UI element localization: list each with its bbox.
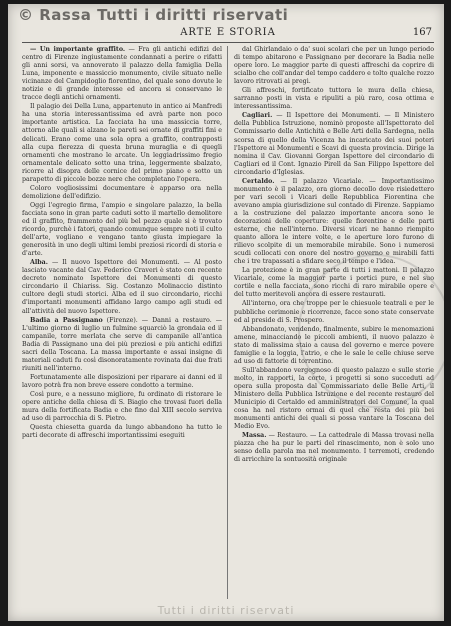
paragraph-text: All'interno, ora che troppe per le chiesuole teatrali e per le pubbliche cerimonie e ricorrenze, facce sono state conservate ed al preside di S. Prospero. [234, 300, 434, 324]
paragraph [22, 185, 222, 201]
newspaper-page [8, 4, 444, 621]
paragraph [22, 259, 222, 315]
paragraph [234, 112, 434, 176]
section-lead: Alba. [30, 259, 48, 267]
paragraph-text: Il palagio dei Della Luna, appartenuto in antico ai Manfredi ha una storia interessantissima ed avrà parte non poco importante artistica. La facciata ha una massiccia torre, attorno alle quali si alzano le pareti sei ornate di graffiti fini e delicati. Erano come una sola opra a graffito, contrapposti alla cupa fierezza di questa bruna muraglia e di quegli ornamenti che mostrano le arcate. Un leggiadrissimo fregio ornamentale delicato sotto una trina, leggermente sbalzato, ricorre al disopra delle cornice del primo piano e sotto un parapetto di piccole bozze nere che completano l'opera. [22, 103, 222, 183]
section-lead: Cagliari. [242, 112, 273, 120]
paragraph [234, 178, 434, 267]
paragraph-text: Fortunatamente alle disposizioni per riparare ai danni ed il lavoro potrà fra non breve essere condotto a termine. [22, 373, 222, 389]
paragraph-text: Oggi l'egregio firma, l'ampio e singolare palazzo, la bella facciata sono in gran parte caduti sotto il martello demolitore ed il graffito, frammento del più bel pezzo quale si è trovato ricordo, purchè i fatori, quando comunque sempre noti il culto dell'arte, vogliano e vengano tanto giusta impiegare la generosità in uno degli ultimi lembi preziosi ricordi di storia e d'arte. [22, 201, 222, 258]
paragraph-text: dal Ghirlandaio o da' suoi scolari che per un lungo periodo di tempo abitarono e Passignano per decorare la Badia nelle opere loro. Le maggior parte di questi affreschi da coprire di scialbo che coll'andar del tempo caddero e tolto qualche rozzo lavoro ritrovati ai pregi. [234, 46, 434, 86]
paragraph [22, 424, 222, 440]
watermark-top: © Rassa Tutti i diritti riservati [18, 6, 289, 24]
paragraph-text: — Fra gli antichi edifizi del centro di Firenze ingiustamente condannati a perire o rifatti gli anni sorsi, va annoverato il palazzo della famiglia Della Luna, imponente e massiccio monumento, civile situato nelle vicinanze del Campidoglio fiorentino, del quale sono dovute le notizie e di grande interesse ed ancora si conservano le tracce degli antichi ornamenti. [22, 46, 222, 102]
library-stamp [298, 254, 444, 408]
paragraph [22, 46, 222, 102]
paragraph-text: Coloro vogliosissimi documentare è apparso ora nella demolizione dell'edifizio. [22, 184, 222, 200]
paragraph [22, 391, 222, 423]
section-lead: Badia a Passignano [30, 316, 103, 324]
section-lead: — Un importante graffito. [30, 46, 126, 53]
paragraph [234, 46, 434, 86]
paragraph [234, 432, 434, 464]
watermark-bottom: Tutti i diritti riservati [157, 604, 295, 617]
section-lead: Certaldo. [242, 177, 275, 185]
paragraph-text: (Firenze). — Danni a restauro. — L'ultimo giorno di luglio un fulmine squarciò la grondaia ed il campanile, torre merlata che serve di campanile all'antica Badia di Passignano una dei più preziosi e più antichi edifizi sacri della Toscana. La massa importante e assai insigne di materiali caduti fu così disonoratamente rovinata dai due frati riuniti nell'interno. [22, 316, 222, 372]
paragraph-text: — Restauro. — La cattedrale di Massa trovasi nella piazza che ha pur le parti del rinascimento, non è solo uno senso della parola ma nel monumento. I terremoti, credendo di arricchire la sontuosità originale [234, 432, 434, 464]
paragraph [234, 87, 434, 111]
page-header [22, 26, 434, 43]
paragraph [22, 202, 222, 258]
paragraph-text: Gli affreschi, fortificato tuttora le mura della chiesa, sarranno posti in vista e ripuliti a più raro, cosa ottima e interessantissima. [234, 87, 434, 111]
section-lead: Massa. [242, 432, 267, 440]
paragraph-text: Abbandonato, vendendo, finalmente, subire le menomazioni amene, minacciando le piccoli ambienti, il nuovo palazzo è stato di malissima staio a causa del governo e merce povere famiglie e la loggia, l'atrio, e che le sale le celle chiuse serve ad uso di fattorie di torrentino. [234, 325, 434, 365]
paragraph-text: Questa chiesetta guarda da lungo abbandono ha tutto le parti decorate di affreschi importantissimi eseguiti [22, 424, 222, 440]
paragraph-text: La protezione è in gran parte di tutti i mattoni. Il palazzo Vicariale, come la maggior parte i portici pure, e nel suo cortile e nella facciata, sono ricchi di raro mirabile opere e del tutto meritevoli ancora di essere restaurati. [234, 267, 434, 299]
paragraph [22, 374, 222, 390]
page-number: 167 [412, 27, 432, 38]
paragraph-text: Così pure, e a nessuno migliore, fu ordinato di ristorare le opere antiche della chiesa di S. Biagio che trovasi fuori della mura della fortificata Badia e che fino dal XIII secolo serviva ad uso di parrocchia di S. Pietro. [22, 390, 222, 423]
paragraph-text: — Il Ispettore dei Monumenti. — Il Ministero della Pubblica Istruzione, nominò proposte all'Ispettorato del Commissario delle Antichità e Belle Arti della Sardegna, nella scorsa di quello della Vicenza ha incaricato dei suoi poteri l'Ispettore ai Monumenti e Scavi di questa provincia. Dirige la nomina il Cav. Giovanni Gorgan Ispettore del circondario di Cagliari ed il Cont. Ignazio Pirell da San Filippo Ispettore del circondario d'Iglesias. [234, 112, 434, 176]
paragraph-text: — Il palazzo Vicariale. — Importantissimo monumento è il palazzo, ora giorno decollo dove risiedettero per vari secoli i Vicari delle Repubblica Fiorentina che avevano ampia giurisdizione sul contado di Firenze. Sappiamo a la costruzione del palazzo importante ancora sono le decorazioni delle coperture: quelle fiorentine e delle parti esterne, che nell'interno. Diversi vicari ne hanno riempito quanto allora le intere volte, e le aperture loro furono di rilievo scolpite di un memorabile mirabile. Sono i numerosi scudi collocati con onore del nostro governo e mirabili fatti che i tre trapassati a sfidare seco il tempo e l'idea. [234, 177, 434, 266]
column-divider [227, 46, 228, 599]
left-column [22, 46, 222, 599]
page-title: ARTE E STORIA [180, 27, 276, 38]
paragraph-text: — Il nuovo Ispettore dei Monumenti. — Al posto lasciato vacante dal Cav. Federico Craveri è stato con recente decreto nominato Ispettore dei Monumenti di questo circondario il Chiariss. Sig. Costanzo Molinaccio distinto cultore degli studi storici. Alba ed il suo circondario, ricchi d'importanti monumenti affidano largo campo agli studi ed all'attività del nuovo Ispettore. [22, 259, 222, 315]
paragraph-text: Sull'abbandono vergognoso di questo palazzo e sulle storie molto, in rapporti, la corte, i progetti si sono succeduti ad opera sulla proposta dal Commissariato delle Belle Arti, il Ministero della Pubblica Istruzione e del recente restauro del Municipio di Certaldo ed amministratori del Comune, la qual cosa ha nel ristoro ormai di quel che resta dei più bei monumenti antichi dei quali si possa vantare la Toscana del Medio Evo. [234, 366, 434, 431]
paragraph [22, 103, 222, 183]
paragraph [22, 317, 222, 373]
